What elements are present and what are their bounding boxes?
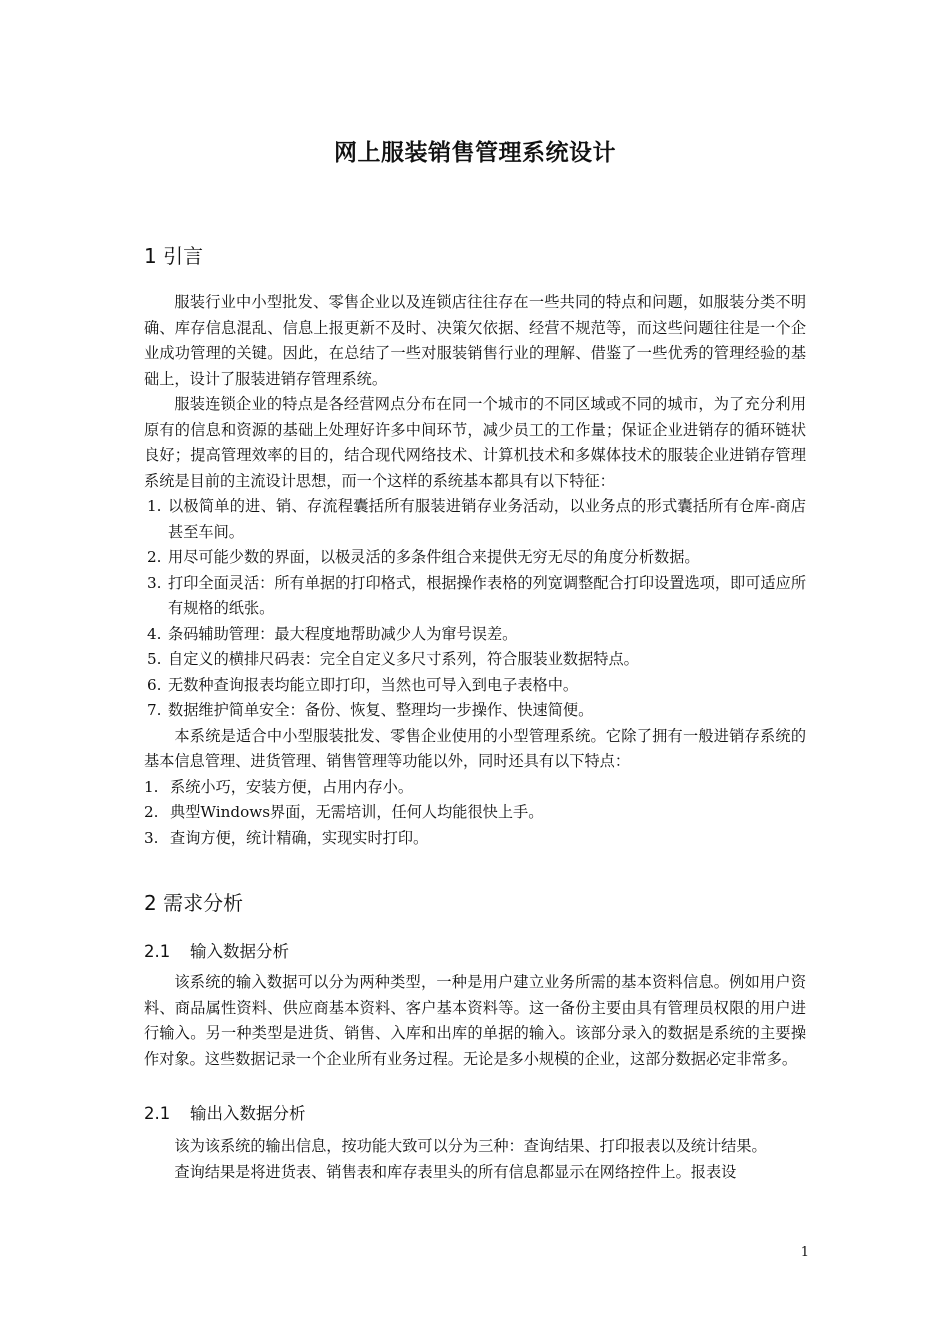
paragraph: 本系统是适合中小型服装批发、零售企业使用的小型管理系统。它除了拥有一般进销存系统的基本信息管理、进货管理、销售管理等功能以外，同时还具有以下特点： [144, 726, 806, 770]
list-item [144, 622, 806, 648]
list-item [144, 826, 806, 852]
section-1-body [144, 290, 806, 851]
list-text: 自定义的横排尺码表：完全自定义多尺寸系列，符合服装业数据特点。 [168, 650, 639, 668]
subsection-2-2-body [144, 1134, 806, 1185]
paragraph: 该系统的输入数据可以分为两种类型，一种是用户建立业务所需的基本资料信息。例如用户资料、商品属性资料、供应商基本资料、客户基本资料等。这一备份主要由具有管理员权限的用户进行输入。另一种类型是进货、销售、入库和出库的单据的输入。该部分录入的数据是系统的主要操作对象。这些数据记录一个企业所有业务过程。无论是多小规模的企业，这部分数据必定非常多。 [144, 973, 806, 1068]
list-text: 查询方便，统计精确，实现实时打印。 [170, 828, 429, 847]
list-item [144, 545, 806, 571]
subsection-title: 输出入数据分析 [190, 1104, 306, 1123]
page-number: 1 [800, 1245, 809, 1260]
list-item [144, 571, 806, 622]
subsection-number: 2.1 [144, 942, 171, 961]
list-number: 3. [144, 828, 159, 847]
list-number: 2. [147, 548, 162, 566]
list-number: 7. [147, 701, 162, 719]
paragraph: 该为该系统的输出信息，按功能大致可以分为三种：查询结果、打印报表以及统计结果。 [174, 1137, 767, 1155]
list-text: 条码辅助管理：最大程度地帮助减少人为窜号误差。 [168, 624, 518, 643]
list-text: 典型Windows界面，无需培训，任何人均能很快上手。 [170, 803, 544, 821]
subsection-number: 2.1 [144, 1104, 171, 1123]
subsection-2-2-heading [144, 1100, 306, 1124]
list-number: 5. [147, 650, 162, 668]
paragraph: 服装连锁企业的特点是各经营网点分布在同一个城市的不同区域或不同的城市，为了充分利用原有的信息和资源的基础上处理好许多中间环节，减少员工的工作量；保证企业进销存的循环链状良好；提高管理效率的目的，结合现代网络技术、计算机技术和多媒体技术的服装企业进销存管理系统是目前的主流设计思想，而一个这样的系统基本都具有以下特征： [144, 395, 806, 490]
document-title: 网上服装销售管理系统设计 [334, 140, 616, 166]
list-text: 无数种查询报表均能立即打印，当然也可导入到电子表格中。 [168, 675, 579, 694]
list-text: 以极简单的进、销、存流程囊括所有服装进销存业务活动，以业务点的形式囊括所有仓库-商店甚至车间。 [168, 497, 806, 541]
trait-list [144, 775, 806, 852]
list-number: 3. [147, 573, 162, 592]
list-item [144, 800, 806, 826]
list-number: 2. [144, 803, 159, 821]
list-number: 6. [147, 675, 162, 694]
list-item [144, 494, 806, 545]
list-text: 用尽可能少数的界面，以极灵活的多条件组合来提供无穷无尽的角度分析数据。 [168, 548, 700, 566]
paragraph: 服装行业中小型批发、零售企业以及连锁店往往存在一些共同的特点和问题，如服装分类不明确、库存信息混乱、信息上报更新不及时、决策欠依据、经营不规范等，而这些问题往往是一个企业成功管理的关键。因此，在总结了一些对服装销售行业的理解、借鉴了一些优秀的管理经验的基础上，设计了服装进销存管理系统。 [144, 293, 806, 388]
list-item [144, 698, 806, 724]
list-text: 系统小巧，安装方便，占用内存小。 [170, 777, 413, 796]
list-text: 数据维护简单安全：备份、恢复、整理均一步操作、快速简便。 [168, 701, 594, 719]
subsection-2-1-heading [144, 938, 289, 962]
list-item [144, 673, 806, 699]
subsection-title: 输入数据分析 [190, 942, 289, 961]
list-item [144, 647, 806, 673]
list-item [144, 775, 806, 801]
list-number: 1. [144, 777, 159, 796]
paragraph: 查询结果是将进货表、销售表和库存表里头的所有信息都显示在网络控件上。报表设 [174, 1162, 737, 1181]
subsection-2-1-body [144, 970, 806, 1072]
list-number: 1. [147, 497, 162, 515]
list-number: 4. [147, 624, 162, 643]
list-text: 打印全面灵活：所有单据的打印格式，根据操作表格的列宽调整配合打印设置选项，即可适应所有规格的纸张。 [168, 573, 806, 617]
feature-list [144, 494, 806, 724]
section-2-heading: 2 需求分析 [144, 891, 244, 915]
section-1-heading: 1 引言 [144, 244, 204, 268]
